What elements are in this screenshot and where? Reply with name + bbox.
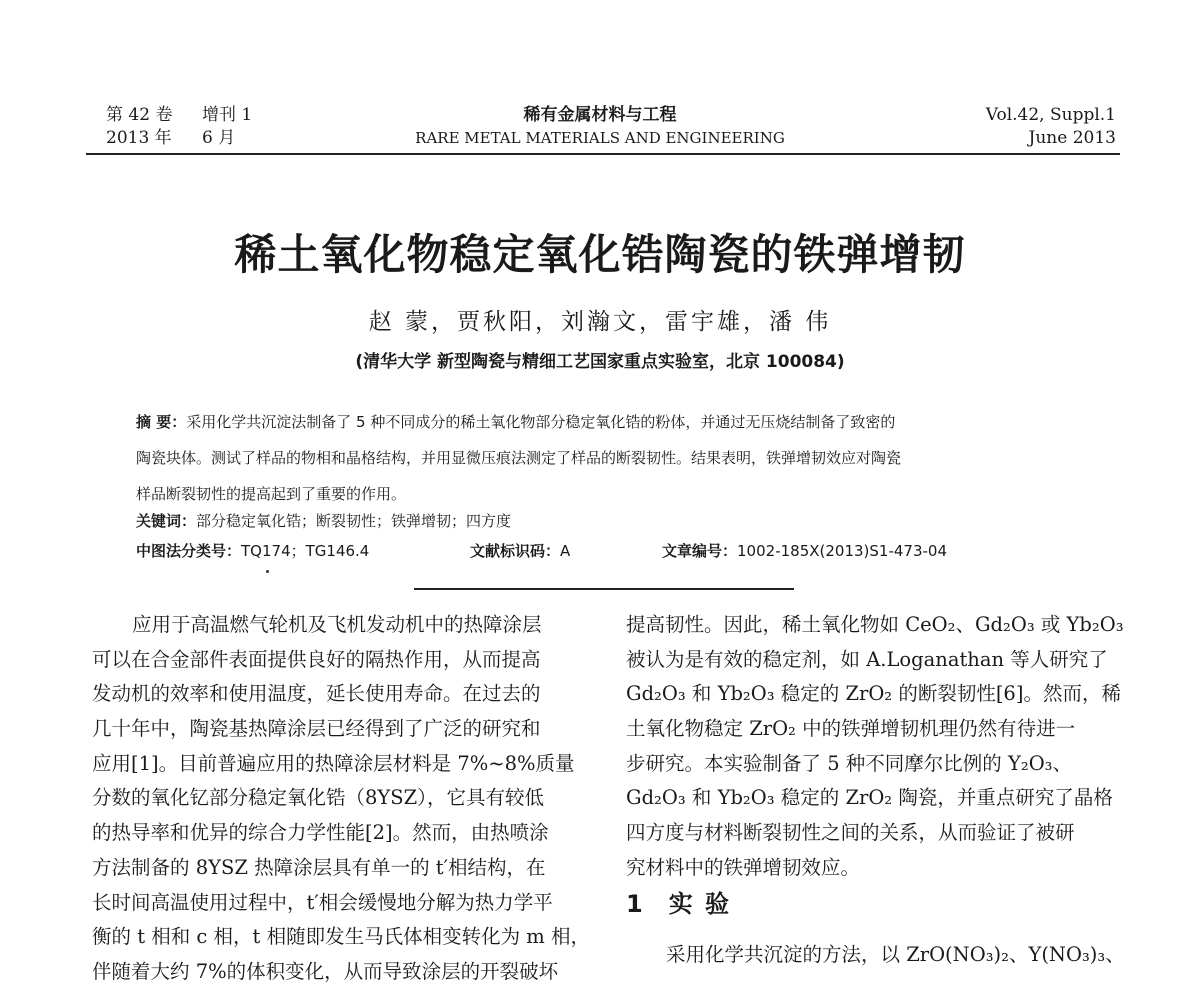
keywords-label: 关键词： xyxy=(136,512,197,530)
volume-en: Vol.42, Suppl.1 xyxy=(985,105,1116,125)
abstract-line: 样品断裂韧性的提高起到了重要的作用。 xyxy=(136,485,407,503)
body-line: Gd₂O₃ 和 Yb₂O₃ 稳定的 ZrO₂ 的断裂韧性[6]。然而，稀 xyxy=(626,682,1121,706)
journal-name-en: RARE METAL MATERIALS AND ENGINEERING xyxy=(415,129,785,147)
author-list: 赵 蒙，贾秋阳，刘瀚文，雷宇雄，潘 伟 xyxy=(368,309,832,335)
year-label: 2013 年 xyxy=(106,128,172,148)
body-line: 被认为是有效的稳定剂，如 A.Loganathan 等人研究了 xyxy=(626,647,1108,671)
affiliation: (清华大学 新型陶瓷与精细工艺国家重点实验室，北京 100084) xyxy=(355,352,845,372)
body-line: 可以在合金部件表面提供良好的隔热作用，从而提高 xyxy=(92,647,541,671)
month-label: 6 月 xyxy=(202,128,236,148)
article-number-label: 文章编号： xyxy=(662,542,738,560)
section-heading xyxy=(626,884,731,919)
section-body xyxy=(626,938,1126,973)
body-line: 提高韧性。因此，稀土氧化物如 CeO₂、Gd₂O₃ 或 Yb₂O₃ xyxy=(626,613,1124,636)
document-code: 文献标识码：A xyxy=(470,542,571,560)
body-line: 长时间高温使用过程中，t′相会缓慢地分解为热力学平 xyxy=(92,890,553,914)
speck xyxy=(266,570,269,573)
journal-name-cn: 稀有金属材料与工程 xyxy=(523,105,677,125)
body-line: 几十年中，陶瓷基热障涂层已经得到了广泛的研究和 xyxy=(92,717,541,741)
body-line: 伴随着大约 7%的体积变化，从而导致涂层的开裂破坏 xyxy=(92,959,559,983)
body-line: 四方度与材料断裂韧性之间的关系，从而验证了被研 xyxy=(626,821,1075,845)
body-right-column xyxy=(626,608,1126,886)
keywords-text: 部分稳定氧化锆；断裂韧性；铁弹增韧；四方度 xyxy=(196,512,512,530)
abstract-line: 摘 要：采用化学共沉淀法制备了 5 种不同成分的稀土氧化物部分稳定氧化锆的粉体，并通过无压烧结制备了致密的 xyxy=(136,413,896,431)
section-number: 1 xyxy=(626,890,645,918)
abstract xyxy=(136,404,1086,512)
clc-number: 中图法分类号：TQ174；TG146.4 xyxy=(136,542,370,560)
keywords xyxy=(136,506,1086,536)
abstract-line: 陶瓷块体。测试了样品的物相和晶格结构，并用显微压痕法测定了样品的断裂韧性。结果表明，铁弹增韧效应对陶瓷 xyxy=(136,449,902,467)
body-line: 应用[1]。目前普遍应用的热障涂层材料是 7%~8%质量 xyxy=(92,751,575,775)
body-line: 的热导率和优异的综合力学性能[2]。然而，由热喷涂 xyxy=(92,821,549,845)
volume-label: 第 42 卷 xyxy=(106,105,173,125)
body-line: 方法制备的 8YSZ 热障涂层具有单一的 t′相结构，在 xyxy=(92,855,546,879)
body-line: 衡的 t 相和 c 相，t 相随即发生马氏体相变转化为 m 相， xyxy=(92,925,590,949)
article-title: 稀土氧化物稳定氧化锆陶瓷的铁弹增韧 xyxy=(234,230,966,279)
body-line: 步研究。本实验制备了 5 种不同摩尔比例的 Y₂O₃、 xyxy=(626,751,1072,775)
body-line: 究材料中的铁弹增韧效应。 xyxy=(626,855,861,879)
header-rule xyxy=(86,153,1120,155)
body-line: 发动机的效率和使用温度，延长使用寿命。在过去的 xyxy=(92,682,541,706)
doc-label: 文献标识码： xyxy=(470,542,561,560)
abstract-separator xyxy=(414,588,794,590)
body-line: 应用于高温燃气轮机及飞机发动机中的热障涂层 xyxy=(132,613,542,636)
abstract-label: 摘 要： xyxy=(136,413,187,431)
issue-label: 增刊 1 xyxy=(202,105,253,125)
body-line: 土氧化物稳定 ZrO₂ 中的铁弹增韧机理仍然有待进一 xyxy=(626,717,1076,741)
article-number: 文章编号：1002-185X(2013)S1-473-04 xyxy=(662,542,947,560)
section-title: 实 验 xyxy=(668,890,732,918)
body-line: 采用化学共沉淀的方法，以 ZrO(NO₃)₂、Y(NO₃)₃、 xyxy=(666,943,1125,966)
body-line: Gd₂O₃ 和 Yb₂O₃ 稳定的 ZrO₂ 陶瓷，并重点研究了晶格 xyxy=(626,786,1113,810)
body-left-column xyxy=(92,608,592,990)
body-line: 分数的氧化钇部分稳定氧化锆（8YSZ），它具有较低 xyxy=(92,786,544,810)
clc-label: 中图法分类号： xyxy=(136,542,242,560)
date-en: June 2013 xyxy=(1028,128,1116,148)
